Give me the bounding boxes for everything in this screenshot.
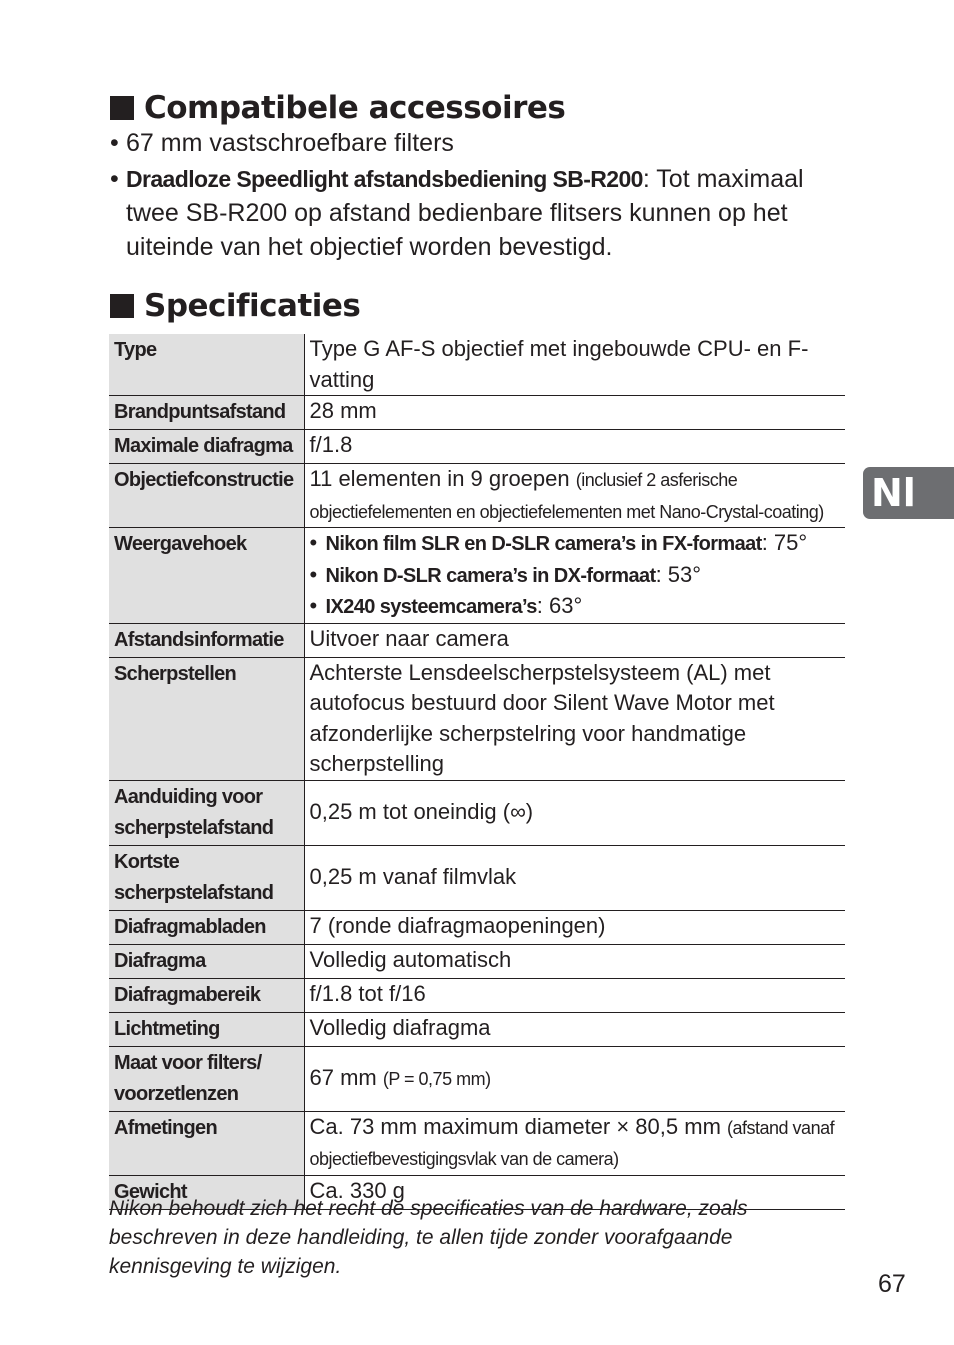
angle-of-view-item [310,560,838,592]
heading-square-icon [110,294,134,318]
spec-value [304,464,845,528]
list-item [110,162,850,264]
spec-value: Ca. 330 g [304,1175,845,1209]
spec-value: 0,25 m vanaf filmvlak [304,845,845,910]
table-row [109,623,845,657]
spec-value: Type G AF-S objectief met ingebouwde CPU- en F-vatting [304,334,845,396]
spec-value [304,1111,845,1175]
spec-key: Scherpstellen [109,657,304,780]
table-row [109,978,845,1012]
spec-value [304,528,845,624]
table-row [109,657,845,780]
spec-value: 7 (ronde diafragmaopeningen) [304,910,845,944]
spec-value [304,1046,845,1111]
spec-value: f/1.8 [304,430,845,464]
spec-key: Brandpuntsafstand [109,396,304,430]
table-row [109,464,845,528]
accessory-text: 67 mm vastschroefbare filters [126,129,454,157]
table-row [109,845,845,910]
spec-value: Achterste Lensdeelscherpstelsysteem (AL) met autofocus bestuurd door Silent Wave Motor met afzonderlijke scherpstelring voor handmatige scherpstelling [304,657,845,780]
table-row [109,396,845,430]
bullet-icon: • [309,530,318,555]
table-row [109,1046,845,1111]
angle-value: : 53° [655,561,702,587]
bullet-icon: • [110,165,119,193]
table-row [109,780,845,845]
spec-key: Diafragmabereik [109,978,304,1012]
spec-key: Afstandsinformatie [109,623,304,657]
spec-value: Uitvoer naar camera [304,623,845,657]
table-row [109,430,845,464]
spec-value: f/1.8 tot f/16 [304,978,845,1012]
spec-key: Aanduiding voor scherpstelafstand [109,780,304,845]
bullet-icon: • [309,561,318,587]
spec-value: 28 mm [304,396,845,430]
spec-key: Lichtmeting [109,1012,304,1046]
camera-type: Nikon film SLR en D-SLR camera’s in FX-formaat [325,533,762,555]
heading-text: Specificaties [144,288,361,324]
table-row [109,1111,845,1175]
spec-key: Maximale diafragma [109,430,304,464]
language-tab: Nl [863,467,954,519]
disclaimer-footnote: Nikon behoudt zich het recht de specificaties van de hardware, zoals beschreven in deze handleiding, te allen tijde zonder voorafgaande kennisgeving te wijzigen. [109,1197,748,1278]
spec-key: Type [109,334,304,396]
angle-value: : 75° [761,530,808,555]
heading-compatible-accessories [110,88,565,128]
table-row [109,910,845,944]
spec-value-main: 67 mm [309,1064,383,1090]
table-row [109,1012,845,1046]
spec-value-note: (afstand vanaf objectiefbevestigingsvlak van de camera) [309,1117,835,1169]
spec-key: Diafragma [109,944,304,978]
camera-type: IX240 systeemcamera’s [325,596,537,618]
accessories-list [110,126,850,266]
table-row [109,528,845,624]
spec-value: Volledig automatisch [304,944,845,978]
table-row [109,334,845,396]
angle-of-view-item [310,591,838,623]
angle-value: : 63° [536,593,583,618]
spec-value-note: (P = 0,75 mm) [382,1068,491,1089]
spec-value: 0,25 m tot oneindig (∞) [304,780,845,845]
accessory-name: Draadloze Speedlight afstandsbediening SB-R200 [126,166,643,192]
spec-key: Maat voor filters/ voorzetlenzen [109,1046,304,1111]
spec-value-main: Ca. 73 mm maximum diameter × 80,5 mm [309,1113,728,1139]
bullet-icon: • [309,593,318,618]
heading-specifications [110,286,360,326]
spec-key: Kortste scherpstelafstand [109,845,304,910]
spec-key: Objectiefconstructie [109,464,304,528]
spec-key: Diafragmabladen [109,910,304,944]
list-item [110,126,850,160]
angle-of-view-item [310,528,838,560]
accessory-text: : Tot maximaal twee SB-R200 op afstand bedienbare flitsers kunnen op het uiteinde van het objectief worden bevestigd. [126,165,804,261]
page-number: 67 [878,1270,906,1298]
heading-square-icon [110,96,134,120]
spec-value: Volledig diafragma [304,1012,845,1046]
spec-key: Weergavehoek [109,528,304,624]
specifications-table [109,334,845,1210]
heading-text: Compatibele accessoires [144,90,566,126]
table-row [109,944,845,978]
bullet-icon: • [110,129,119,157]
spec-value-main: 11 elementen in 9 groepen [309,466,576,491]
camera-type: Nikon D-SLR camera’s in DX-formaat [325,564,656,587]
spec-key: Gewicht [109,1175,304,1209]
spec-value-note: (inclusief 2 asferische objectiefelementen en objectiefelementen met Nano-Crystal-coating) [309,470,824,522]
spec-key: Afmetingen [109,1111,304,1175]
